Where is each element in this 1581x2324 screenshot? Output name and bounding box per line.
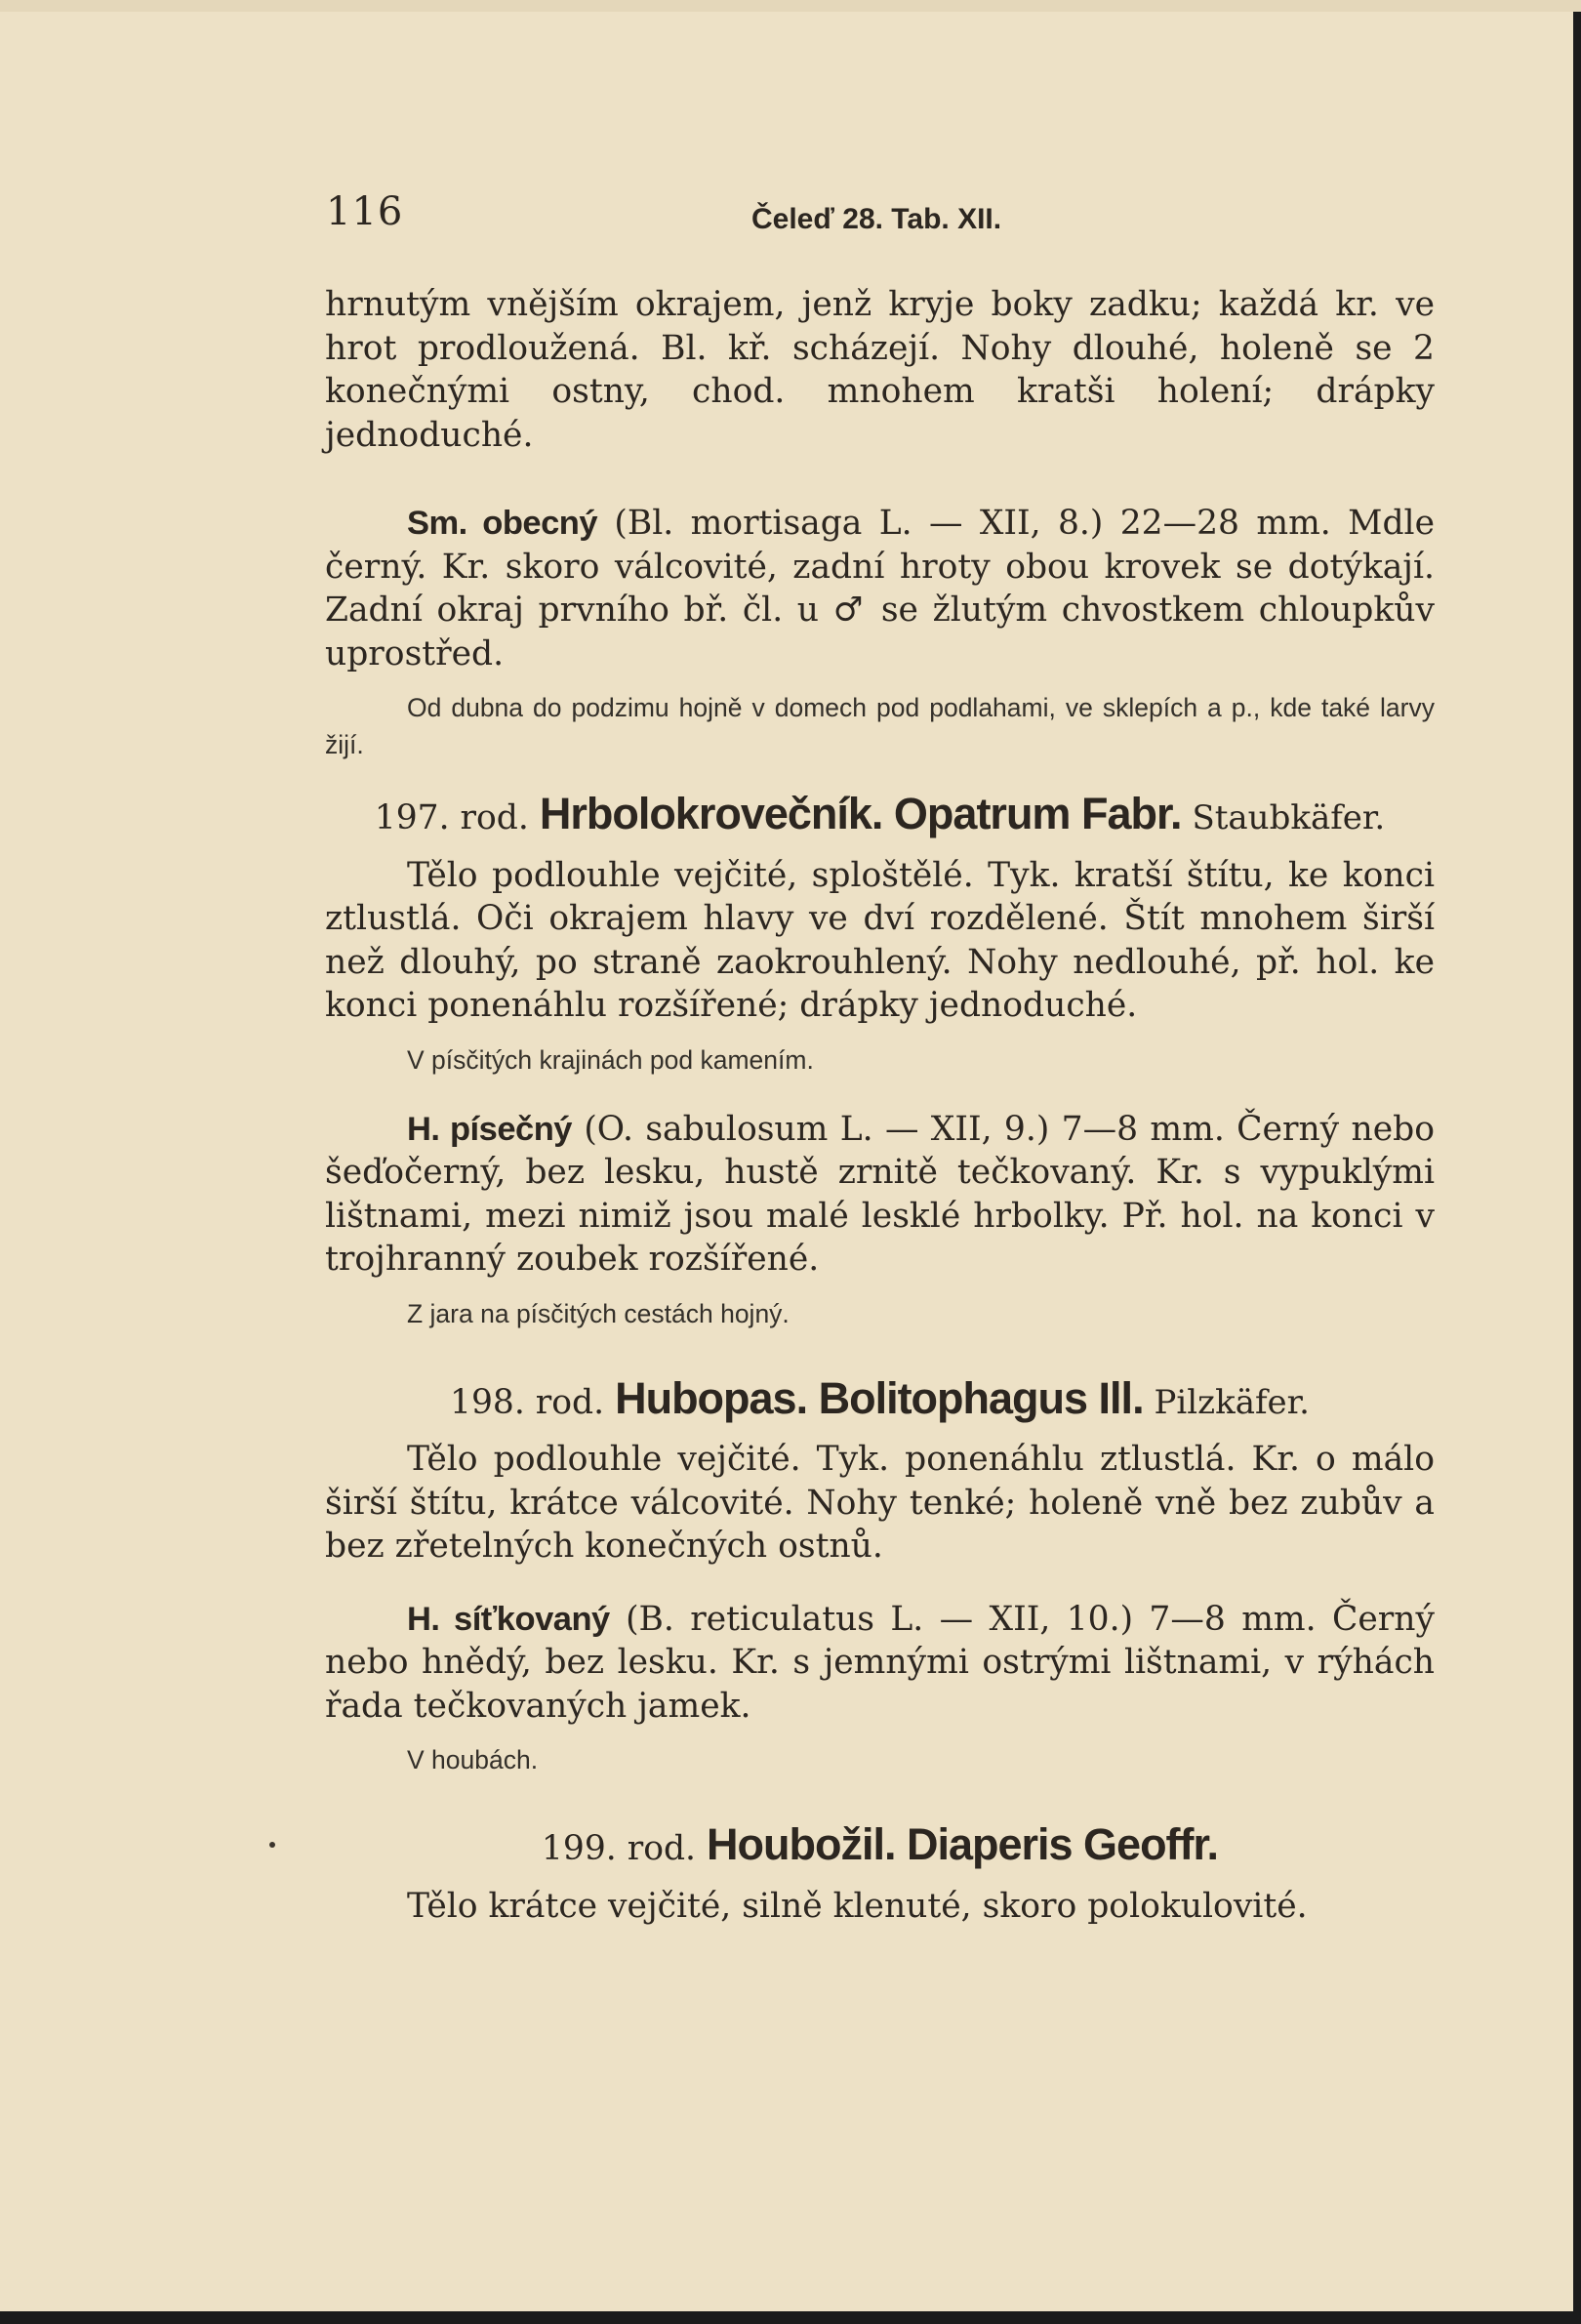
stray-ink-dot (269, 1842, 275, 1848)
species-name: H. písečný (407, 1110, 572, 1148)
species-entry-sitkovany (325, 1598, 1435, 1729)
species-description: (B. reticulatus L. — XII, 10.) 7—8 mm. Černý nebo hnědý, bez lesku. Kr. s jemnými ostrými lištnami, v rýhách řada tečkovaných jamek. (325, 1599, 1435, 1726)
genus-description: Tělo podlouhle vejčité. Tyk. ponenáhlu ztlustlá. Kr. o málo širší štítu, krátce válcovité. Nohy tenké; holeně vně bez zubův a bez zřetelných konečných ostnů. (325, 1440, 1435, 1566)
species-entry-písečný (325, 1108, 1435, 1282)
species-description: (Bl. mortisaga L. — XII, 8.) 22—28 mm. Mdle černý. Kr. skoro válcovité, zadní hroty obou krovek se dotýkají. Zadní okraj prvního bř. čl. u ♂ se žlutým chvostkem chloupkův uprostřed. (325, 504, 1435, 673)
habitat-note: Z jara na písčitých cestách hojný. (407, 1298, 790, 1328)
genus-name: Houbožil. Diaperis Geoffr. (707, 1819, 1219, 1869)
habitat-note: V písčitých krajinách pod kamením. (407, 1044, 814, 1075)
genus-name: Hubopas. Bolitophagus Ill. (615, 1372, 1144, 1423)
species-name: Sm. obecný (407, 505, 598, 542)
book-page (0, 12, 1573, 2311)
genus-description: Tělo podlouhle vejčité, sploštělé. Tyk. kratší štítu, ke konci ztlustlá. Oči okrajem hlavy ve dví rozdělené. Štít mnohem širší než dlouhý, po straně zaokrouhlený. Nohy nedlouhé, př. hol. ke konci ponenáhlu rozšířené; drápky jednoduché. (325, 855, 1435, 1025)
genus-number: 198. rod. (450, 1382, 605, 1422)
page-number: 116 (326, 189, 404, 234)
page-body (325, 283, 1435, 1928)
genus-german-name: Staubkäfer. (1192, 798, 1386, 837)
genus-heading-198 (325, 1372, 1435, 1425)
page-top-edge (0, 0, 1581, 12)
page-header (0, 189, 1573, 248)
habitat-note: Od dubna do podzimu hojně v domech pod podlahami, ve sklepích a p., kde také larvy žijí. (325, 693, 1435, 759)
genus-heading-199 (325, 1819, 1435, 1871)
habitat-note: V houbách. (407, 1745, 539, 1774)
genus-name: Hrbolokrovečník. Opatrum Fabr. (539, 789, 1182, 838)
species-entry-obecny (325, 502, 1435, 675)
running-head: Čeleď 28. Tab. XII. (751, 203, 1002, 235)
species-name: H. síťkovaný (407, 1600, 610, 1638)
species-description: (O. sabulosum L. — XII, 9.) 7—8 mm. Černý nebo šeďočerný, bez lesku, hustě zrnitě tečkovaný. Kr. s vypuklými lištnami, mezi nimiž jsou malé lesklé hrbolky. Př. hol. na konci v trojhranný zoubek rozšířené. (325, 1109, 1436, 1279)
genus-number: 199. rod. (541, 1829, 697, 1868)
genus-heading-197 (325, 789, 1435, 840)
genus-number: 197. rod. (374, 798, 529, 837)
genus-description: Tělo krátce vejčité, silně klenuté, skoro polokulovité. (407, 1886, 1308, 1926)
continued-paragraph: hrnutým vnějším okrajem, jenž kryje boky zadku; každá kr. ve hrot prodloužená. Bl. kř. scházejí. Nohy dlouhé, holeně se 2 konečnými ostny, chod. mnohem kratši holení; drápky jednoduché. (325, 285, 1435, 455)
genus-german-name: Pilzkäfer. (1154, 1382, 1310, 1422)
